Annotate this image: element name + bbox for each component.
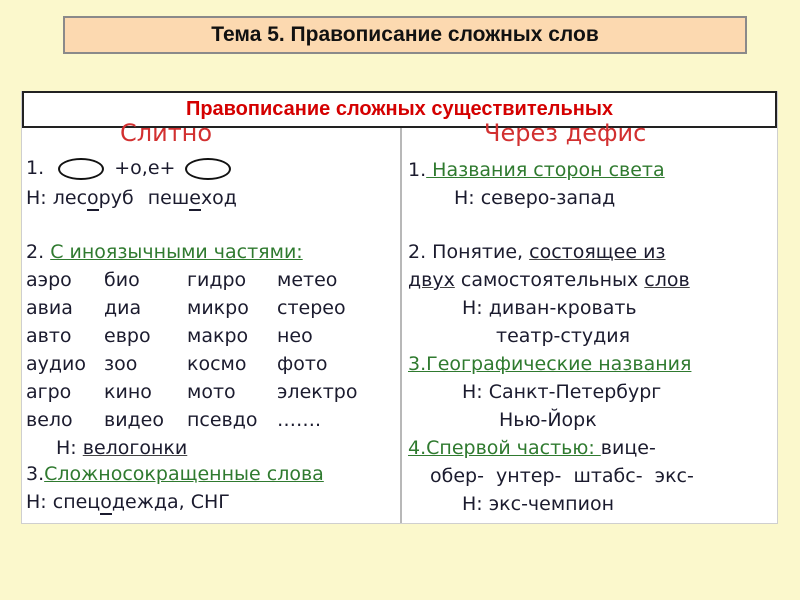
foreign-part-word: био xyxy=(104,269,140,291)
example-1-hyphen: Н: северо-запад xyxy=(454,187,616,209)
example-1-together xyxy=(26,187,237,209)
foreign-part-word: микро xyxy=(187,297,249,319)
rule-number: 1. xyxy=(26,157,45,179)
example-word: лесоруб xyxy=(52,187,134,209)
foreign-part-word: электро xyxy=(277,381,358,403)
example-4-hyphen: Н: экс-чемпион xyxy=(462,493,614,515)
foreign-part-word: макро xyxy=(187,325,249,347)
foreign-part-word: мото xyxy=(187,381,236,403)
prefix-list: обер- унтер- штабс- экс- xyxy=(430,465,694,487)
rule-2-together: 2. С иноязычными частями: xyxy=(26,241,303,263)
connecting-vowels: +о,е+ xyxy=(114,157,176,179)
example-3-together: Н: спецодежда, СНГ xyxy=(26,491,230,513)
table-header: Правописание сложных существительных xyxy=(22,91,777,128)
foreign-part-word: кино xyxy=(104,381,152,403)
example-word: пешеход xyxy=(147,187,237,209)
foreign-part-word: псевдо xyxy=(187,409,258,431)
foreign-part-word: видео xyxy=(104,409,164,431)
example-2b-hyphen: театр-студия xyxy=(496,325,631,347)
rule-1-hyphen: 1. Названия сторон света xyxy=(408,159,665,181)
rule-2-hyphen-line1: 2. Понятие, состоящее из xyxy=(408,241,666,263)
foreign-part-word: евро xyxy=(104,325,151,347)
rule-1-together xyxy=(26,157,231,180)
foreign-part-word: ……. xyxy=(277,409,322,431)
foreign-part-word: агро xyxy=(26,381,72,403)
example-word: велогонки xyxy=(82,437,188,459)
example-3a-hyphen: Н: Санкт-Петербург xyxy=(462,381,662,403)
foreign-part-word: вело xyxy=(26,409,73,431)
foreign-part-word: авто xyxy=(26,325,72,347)
foreign-part-word: аудио xyxy=(26,353,86,375)
root-oval-icon xyxy=(185,158,231,180)
col-title-hyphen: Через дефис xyxy=(484,119,647,147)
foreign-part-word: фото xyxy=(277,353,328,375)
example-2a-hyphen: Н: диван-кровать xyxy=(462,297,637,319)
foreign-part-word: гидро xyxy=(187,269,247,291)
foreign-part-word: стерео xyxy=(277,297,346,319)
rule-3-hyphen: 3.Географические названия xyxy=(408,353,692,375)
foreign-part-word: аэро xyxy=(26,269,72,291)
rule-1-text: Названия сторон света xyxy=(426,159,665,181)
example-3b-hyphen: Нью-Йорк xyxy=(499,409,597,431)
foreign-part-word: нео xyxy=(277,325,313,347)
rule-2-hyphen-line2: двух самостоятельных слов xyxy=(408,269,690,291)
example-prefix: Н: xyxy=(26,187,47,209)
foreign-part-word: зоо xyxy=(104,353,138,375)
foreign-part-word: метео xyxy=(277,269,338,291)
root-oval-icon xyxy=(58,158,104,180)
foreign-part-word: авиа xyxy=(26,297,73,319)
rule-4-hyphen: 4.Спервой частью: вице- xyxy=(408,437,656,459)
rule-3-together: 3.Сложносокращенные слова xyxy=(26,463,324,485)
foreign-part-word: космо xyxy=(187,353,247,375)
topic-title: Тема 5. Правописание сложных слов xyxy=(63,16,747,54)
example-word: СНГ xyxy=(190,491,230,513)
col-title-together: Слитно xyxy=(120,119,213,147)
foreign-part-word: диа xyxy=(104,297,142,319)
rule-3-text: Сложносокращенные слова xyxy=(44,463,324,485)
column-divider xyxy=(400,128,402,523)
example-2-together: Н: велогонки xyxy=(56,437,188,459)
example-word: спецодежда, xyxy=(52,491,185,513)
rule-2-text: С иноязычными частями: xyxy=(50,241,303,263)
rules-table xyxy=(21,91,778,524)
